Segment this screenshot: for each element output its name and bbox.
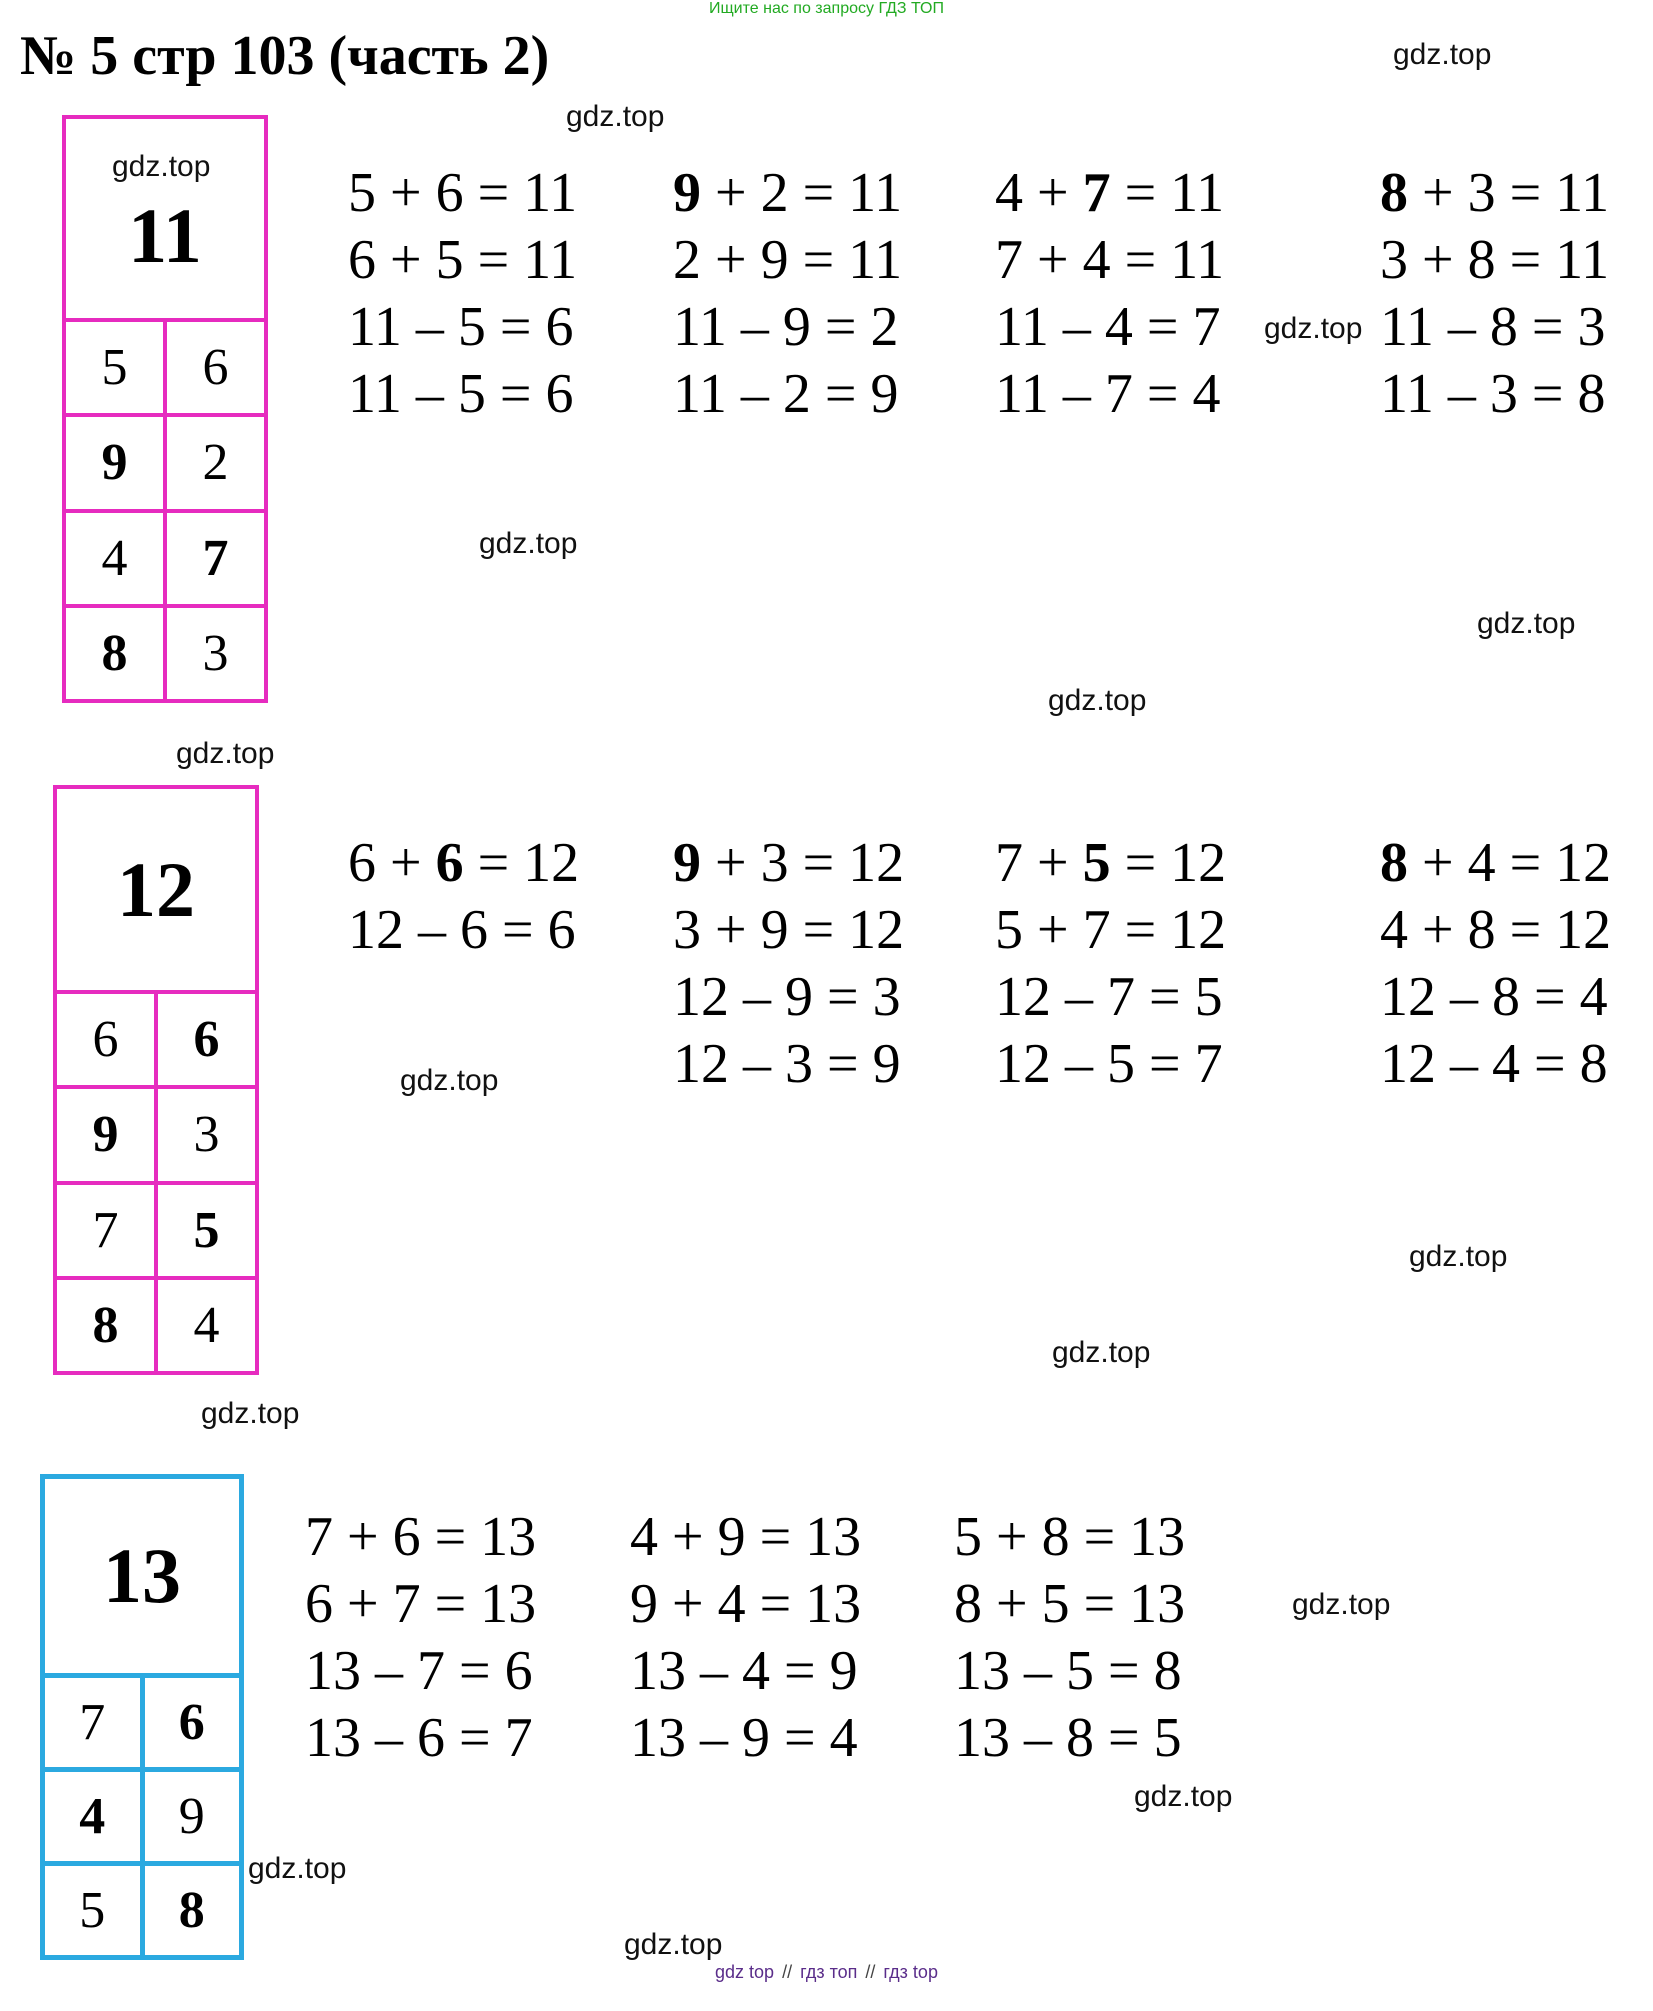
equation-term: 8 + 5 = 13 [954,1573,1186,1635]
house-cell: 9 [140,1772,240,1861]
equation [673,294,902,361]
equation [1380,361,1609,428]
house-cell: 4 [101,529,128,587]
house-cell: 4 [154,1280,255,1371]
house-cell: 2 [163,417,264,508]
equation-term: 11 – 4 = 7 [995,296,1221,358]
equation-term: 7 + 6 = 13 [305,1506,537,1568]
equation [348,830,579,897]
equation-term: + 3 = 11 [1408,162,1610,224]
house-cell: 4 [79,1788,106,1845]
equation [1380,964,1611,1031]
equation [673,1031,904,1098]
house-cell: 6 [154,994,255,1085]
equation-term: 13 – 4 = 9 [630,1640,858,1702]
equation [673,964,904,1031]
house-row [57,1276,255,1371]
footer-link[interactable]: gdz top [715,1962,775,1982]
equation [995,361,1224,428]
watermark: gdz.top [400,1064,499,1097]
equation-bold-term: 6 [435,832,464,894]
equation [673,897,904,964]
top-banner: Ищите нас по запросу ГДЗ ТОП [709,0,944,17]
equation-bold-term: 7 [1082,162,1111,224]
watermark: gdz.top [624,1928,723,1961]
equation [1380,830,1611,897]
equation-column [954,1504,1185,1772]
house-cell: 7 [79,1694,106,1751]
footer-links [0,1962,1653,1983]
house-cell: 3 [163,608,264,699]
equation-term: 2 + 9 = 11 [673,229,903,291]
equation [954,1571,1185,1638]
equation-term: 11 – 9 = 2 [673,296,899,358]
equation-term: 6 + 7 = 13 [305,1573,537,1635]
house-row [57,1085,255,1180]
house-roof: 11 [66,119,264,322]
watermark: gdz.top [1393,38,1492,71]
equation [305,1571,536,1638]
equation-column [1380,830,1611,1098]
equation-column [1380,160,1609,428]
equation [348,361,577,428]
equation [954,1638,1185,1705]
equation-term: 9 + 4 = 13 [630,1573,862,1635]
watermark: gdz.top [1264,312,1363,345]
house-row [57,1181,255,1276]
equation-term: 13 – 7 = 6 [305,1640,533,1702]
equation [305,1504,536,1571]
house-cell: 9 [101,434,128,492]
equation-term: 5 + 8 = 13 [954,1506,1186,1568]
equation [348,897,579,964]
house-cell: 5 [101,339,128,397]
equation-term: 6 + 5 = 11 [348,229,578,291]
footer-separator: // [782,1962,793,1982]
equation-term: 12 – 6 = 6 [348,899,576,961]
house-cell: 7 [92,1201,119,1259]
equation-column [673,160,902,428]
watermark: gdz.top [176,737,275,770]
equation-term: 11 – 7 = 4 [995,363,1221,425]
equation-column [673,830,904,1098]
watermark: gdz.top [248,1852,347,1885]
watermark: gdz.top [1292,1588,1391,1621]
equation [630,1638,861,1705]
equation-bold-term: 8 [1380,832,1408,894]
watermark: gdz.top [1477,607,1576,640]
equation [995,160,1224,227]
house-row [66,604,264,699]
equation-term: 4 + 8 = 12 [1380,899,1612,961]
equation [954,1705,1185,1772]
watermark: gdz.top [1048,684,1147,717]
equation [1380,160,1609,227]
equation [673,830,904,897]
equation-term: 12 – 3 = 9 [673,1033,901,1095]
equation-term: + 4 = 12 [1408,832,1612,894]
house-row [66,413,264,508]
equation-column [630,1504,861,1772]
equation [995,294,1224,361]
equation-term: 3 + 9 = 12 [673,899,905,961]
equation [1380,1031,1611,1098]
footer-link[interactable]: гдз топ [800,1962,858,1982]
page-title: № 5 стр 103 (часть 2) [20,25,550,87]
equation [348,227,577,294]
equation-term: 6 + [348,832,436,894]
watermark: gdz.top [1409,1240,1508,1273]
equation [630,1705,861,1772]
equation-term: 11 – 5 = 6 [348,296,574,358]
equation-bold-term: 8 [1380,162,1408,224]
equation-term: = 11 [1110,162,1225,224]
house-row [66,322,264,413]
equation-term: + 2 = 11 [701,162,903,224]
equation-term: 11 – 8 = 3 [1380,296,1606,358]
house-roof: 13 [45,1479,239,1678]
equation-term: 5 + 7 = 12 [995,899,1227,961]
equation-term: 13 – 6 = 7 [305,1707,533,1769]
equation-term: 13 – 8 = 5 [954,1707,1182,1769]
equation [954,1504,1185,1571]
equation [995,897,1226,964]
footer-separator: // [865,1962,876,1982]
equation [1380,227,1609,294]
equation-bold-term: 5 [1082,832,1111,894]
equation [348,160,577,227]
equation-term: 13 – 5 = 8 [954,1640,1182,1702]
equation-term: = 12 [463,832,580,894]
equation-term: 11 – 3 = 8 [1380,363,1606,425]
equation-term: 12 – 9 = 3 [673,966,901,1028]
equation-term: 11 – 2 = 9 [673,363,899,425]
equation-column [305,1504,536,1772]
footer-link[interactable]: гдз top [883,1962,938,1982]
house-row [45,1767,239,1861]
equation-term: 11 – 5 = 6 [348,363,574,425]
equation-column [995,830,1226,1098]
equation-term: 3 + 8 = 11 [1380,229,1610,291]
equation-term: 13 – 9 = 4 [630,1707,858,1769]
house-cell: 7 [163,513,264,604]
equation-term: 12 – 4 = 8 [1380,1033,1608,1095]
watermark: gdz.top [566,100,665,133]
house-row [45,1678,239,1767]
equation-column [348,160,577,428]
equation [348,294,577,361]
equation [995,830,1226,897]
equation [995,964,1226,1031]
house-row [66,509,264,604]
equation [305,1638,536,1705]
house-cell: 9 [92,1106,119,1164]
number-house-13 [40,1474,244,1960]
equation [995,1031,1226,1098]
equation [1380,294,1609,361]
house-cell: 8 [101,624,128,682]
house-cell: 6 [163,322,264,413]
house-cell: 5 [154,1185,255,1276]
house-row [57,994,255,1085]
equation-term: 12 – 8 = 4 [1380,966,1608,1028]
equation-term: + 3 = 12 [701,832,905,894]
equation-term: 12 – 7 = 5 [995,966,1223,1028]
equation [673,227,902,294]
watermark: gdz.top [201,1397,300,1430]
equation-bold-term: 9 [673,832,701,894]
equation [630,1571,861,1638]
watermark: gdz.top [1134,1780,1233,1813]
equation-term: 7 + [995,832,1083,894]
equation-column [348,830,579,964]
equation-term: = 12 [1110,832,1227,894]
equation-term: 7 + 4 = 11 [995,229,1225,291]
watermark: gdz.top [112,150,211,183]
equation [673,160,902,227]
watermark: gdz.top [1052,1336,1151,1369]
equation [1380,897,1611,964]
house-roof: 12 [57,789,255,994]
equation [673,361,902,428]
equation-term: 5 + 6 = 11 [348,162,578,224]
house-cell: 6 [140,1678,240,1767]
equation-term: 4 + [995,162,1083,224]
equation [305,1705,536,1772]
house-cell: 8 [140,1866,240,1955]
equation-column [995,160,1224,428]
number-house-12 [53,785,259,1375]
equation-bold-term: 9 [673,162,701,224]
equation-term: 12 – 5 = 7 [995,1033,1223,1095]
equation [995,227,1224,294]
watermark: gdz.top [479,527,578,560]
house-row [45,1861,239,1955]
house-cell: 5 [79,1882,106,1939]
equation-term: 4 + 9 = 13 [630,1506,862,1568]
number-house-11 [62,115,268,703]
house-cell: 3 [154,1089,255,1180]
house-cell: 8 [92,1296,119,1354]
house-cell: 6 [92,1011,119,1069]
equation [630,1504,861,1571]
